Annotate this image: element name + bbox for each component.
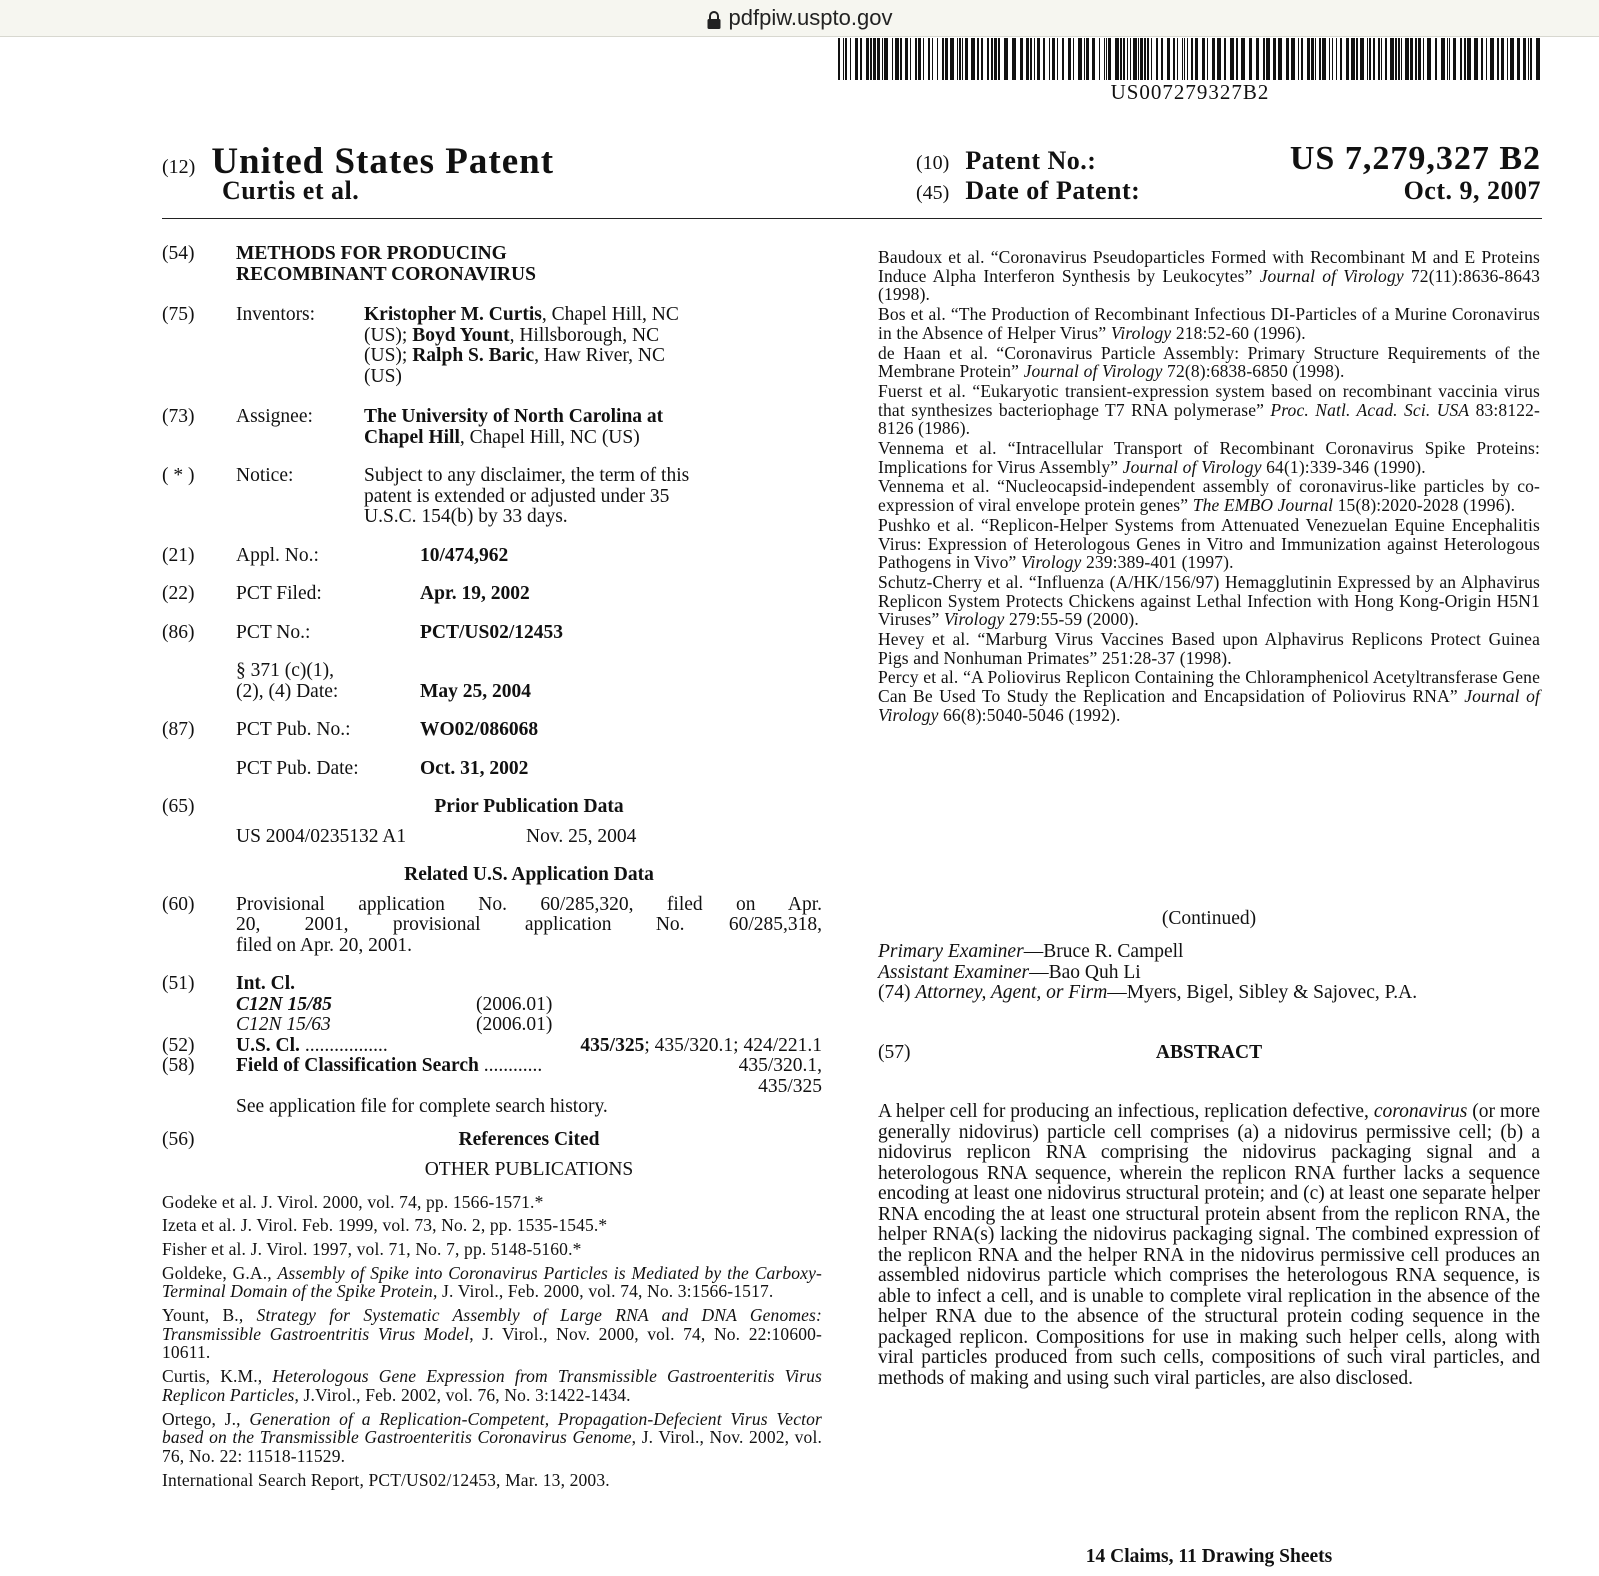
assistant-examiner: Assistant Examiner—Bao Quh Li	[878, 961, 1141, 983]
notice-block	[162, 466, 822, 528]
patent-date-label: Date of Patent:	[965, 176, 1141, 205]
inid-code: ( * )	[162, 465, 195, 486]
inventors-label: Inventors:	[236, 304, 316, 325]
inid-code: (57)	[878, 1042, 911, 1063]
reference-item: Pushko et al. “Replicon-Helper Systems from Attenuated Venezuelan Equine Encephalitis Virus: Expression of Heterologous Genes in Vitro and Immunization against Heterologous Pathogens in Vivo” Virology 239:389-401 (1997).	[878, 514, 1540, 573]
provisional-application: (60) Provisional application No. 60/285,320, filed on Apr. 20, 2001, provisional application No. 60/285,318, filed on Apr. 20, 2001.	[162, 893, 822, 956]
field-of-search-row: (58) Field of Classification Search ............ 435/320.1, 435/325 See application file for complete search history.	[162, 1055, 822, 1117]
reference-item: Ortego, J., Generation of a Replication-Competent, Propagation-Defecient Virus Vector based on the Transmissible Gastroenteritis Coronavirus Genome, J. Virol., Nov. 2002, vol. 76, No. 22: 11518-11529.	[162, 1408, 822, 1466]
patent-number-label: Patent No.:	[965, 146, 1097, 175]
continued-note: (Continued)	[1161, 908, 1257, 929]
pct-number-row: (86) PCT No.: PCT/US02/12453	[162, 621, 564, 643]
reference-item: Godeke et al. J. Virol. 2000, vol. 74, pp. 1566-1571.*	[162, 1191, 544, 1212]
doc-type: United States Patent	[211, 141, 555, 182]
patent-number: US 7,279,327 B2	[1289, 140, 1541, 177]
prior-publication-heading: (65) Prior Publication Data	[162, 796, 624, 817]
inid-code-12: (12)	[162, 156, 196, 178]
barcode-image	[838, 38, 1542, 80]
references-cited-heading: (56) References Cited	[162, 1128, 600, 1150]
abstract-text: A helper cell for producing an infectious, replication defective, coronavirus (or more generally nidovirus) particle cell comprises (a) a nidovirus permissive cell; (b) a nidovirus replicon RNA comprising the nidovirus packaging signal and a heterologous RNA sequence, wherein the replicon RNA further lacks a sequence encoding at least one nidovirus structural protein; and (c) at least one separate helper RNA encoding the at least one structural protein absent from the replicon RNA, the helper RNA(s) lacking the nidovirus packaging signal. The combined expression of the replicon RNA and the helper RNA in the nidovirus permissive cell produces an assembled nidovirus particle which comprises the heterologous RNA sequence, is able to infect a cell, and is unable to complete viral replication in the absence of the helper RNA due to the absence of the structural protein coding sequence in the packaged replicon. Compositions for use in making such helper cells, along with viral particles produced from such cells, compositions of such viral particles, and methods of making and using such viral particles, are also disclosed.	[878, 1101, 1540, 1389]
reference-item: International Search Report, PCT/US02/12453, Mar. 13, 2003.	[162, 1469, 610, 1490]
barcode-number: US007279327B2	[1110, 80, 1270, 104]
reference-item: Baudoux et al. “Coronavirus Pseudoparticles Formed with Recombinant M and E Proteins Induce Alpha Interferon Synthesis by Leukocytes” Journal of Virology 72(11):8636-8643 (1998).	[878, 247, 1541, 305]
claims-summary: 14 Claims, 11 Drawing Sheets	[1085, 1546, 1333, 1567]
reference-item: Hevey et al. “Marburg Virus Vaccines Based upon Alphavirus Replicons Protect Guinea Pigs and Nonhuman Primates” 251:28-37 (1998).	[878, 629, 1540, 668]
right-column	[878, 248, 1540, 726]
browser-url-bar[interactable]	[0, 0, 1599, 37]
section-371-row: § 371 (c)(1), (2), (4) Date: May 25, 2004	[236, 660, 532, 702]
related-application-heading: Related U.S. Application Data	[404, 864, 654, 885]
lock-icon	[707, 11, 721, 29]
patent-number-row	[916, 146, 1096, 176]
reference-item: Yount, B., Strategy for Systematic Assembly of Large RNA and DNA Genomes: Transmissible Gastroentritis Virus Model, J. Virol., Nov. 2000, vol. 74, No. 22:10600-10611.	[162, 1305, 822, 1363]
notice-value: Subject to any disclaimer, the term of this patent is extended or adjusted under 35 U.S.C. 154(b) by 33 days.	[364, 465, 690, 527]
attorney-agent-firm: (74) Attorney, Agent, or Firm—Myers, Bigel, Sibley & Sajovec, P.A.	[878, 982, 1418, 1003]
examiners-block	[878, 942, 1540, 1004]
notice-label: Notice:	[236, 465, 294, 486]
prior-publication-row: US 2004/0235132 A1 Nov. 25, 2004	[236, 825, 637, 847]
reference-item: Percy et al. “A Poliovirus Replicon Containing the Chloramphenicol Acetyltransferase Gene Can Be Used To Study the Replication and Encapsidation of Poliovirus RNA” Journal of Virology 66(8):5040-5046 (1992).	[878, 667, 1540, 725]
reference-item: Curtis, K.M., Heterologous Gene Expression from Transmissible Gastroenteritis Virus Replicon Particles, J.Virol., Feb. 2002, vol. 76, No. 3:1422-1434.	[162, 1366, 822, 1405]
title-block	[162, 244, 822, 285]
inventors-value: Kristopher M. Curtis, Chapel Hill, NC (US); Boyd Yount, Hillsborough, NC (US); Ralph S. Baric, Haw River, NC (US)	[364, 304, 679, 387]
inid-code-10: (10)	[916, 152, 950, 174]
pct-filed-row: (22) PCT Filed: Apr. 19, 2002	[162, 583, 530, 604]
inid-code: (54)	[162, 243, 195, 264]
inid-code: (73)	[162, 406, 195, 427]
patent-authors: Curtis et al.	[222, 176, 360, 205]
inventors-block	[162, 305, 822, 387]
invention-title: METHODS FOR PRODUCING RECOMBINANT CORONAVIRUS	[236, 243, 536, 285]
patent-date-row	[916, 176, 1140, 206]
reference-item: Bos et al. “The Production of Recombinant Infectious DI-Particles of a Murine Coronavirus in the Absence of Helper Virus” Virology 218:52-60 (1996).	[878, 304, 1540, 343]
other-publications-heading: OTHER PUBLICATIONS	[424, 1159, 634, 1180]
reference-item: Fisher et al. J. Virol. 1997, vol. 71, No. 7, pp. 5148-5160.*	[162, 1238, 582, 1259]
assignee-label: Assignee:	[236, 406, 313, 427]
us-cl-row: (52) U.S. Cl. ................. 435/325; 435/320.1; 424/221.1	[162, 1034, 822, 1056]
application-number-row: (21) Appl. No.: 10/474,962	[162, 544, 509, 566]
reference-item: Izeta et al. J. Virol. Feb. 1999, vol. 73, No. 2, pp. 1535-1545.*	[162, 1215, 608, 1236]
left-column	[162, 244, 822, 1490]
reference-item: Goldeke, G.A., Assembly of Spike into Coronavirus Particles is Mediated by the Carboxy-Terminal Domain of the Spike Protein, J. Virol., Feb. 2000, vol. 74, No. 3:1566-1517.	[162, 1262, 822, 1302]
reference-item: Schutz-Cherry et al. “Influenza (A/HK/156/97) Hemagglutinin Expressed by an Alphavirus Replicon System Protects Chickens against Lethal Infection with Hong Kong-Origin H5N1 Viruses” Virology 279:55-59 (2000).	[878, 571, 1540, 630]
patent-date: Oct. 9, 2007	[1403, 176, 1541, 205]
inid-code-45: (45)	[916, 182, 950, 204]
pct-pub-date-row: PCT Pub. Date: Oct. 31, 2002	[236, 757, 529, 779]
header-divider	[162, 218, 1542, 219]
references-list	[162, 1193, 822, 1490]
reference-item: de Haan et al. “Coronavirus Particle Assembly: Primary Structure Requirements of the Membrane Protein” Journal of Virology 72(8):6838-6850 (1998).	[878, 342, 1540, 382]
abstract-heading: ABSTRACT	[1155, 1042, 1263, 1063]
abstract-heading-row	[878, 1043, 1540, 1064]
int-cl-block: (51) Int. Cl. C12N 15/85 (2006.01) C12N 15/63 (2006.01)	[162, 973, 553, 1035]
assignee-value: The University of North Carolina at Chapel Hill, Chapel Hill, NC (US)	[364, 406, 664, 448]
inid-code: (75)	[162, 304, 195, 325]
url-text: pdfpiw.uspto.gov	[728, 5, 893, 30]
primary-examiner: Primary Examiner—Bruce R. Campell	[878, 941, 1184, 962]
reference-item: Fuerst et al. “Eukaryotic transient-expression system based on recombinant vaccinia virus that synthesizes bacteriophage T7 RNA polymerase” Proc. Natl. Acad. Sci. USA 83:8122-8126 (1986).	[878, 380, 1540, 439]
reference-item: Vennema et al. “Nucleocapsid-independent assembly of coronavirus-like particles by co-expression of viral envelope protein genes” The EMBO Journal 15(8):2020-2028 (1996).	[878, 476, 1540, 516]
pct-pub-number-row: (87) PCT Pub. No.: WO02/086068	[162, 719, 539, 740]
reference-item: Vennema et al. “Intracellular Transport of Recombinant Coronavirus Spike Proteins: Implications for Virus Assembly” Journal of Virology 64(1):339-346 (1990).	[878, 438, 1540, 477]
assignee-block	[162, 407, 822, 448]
